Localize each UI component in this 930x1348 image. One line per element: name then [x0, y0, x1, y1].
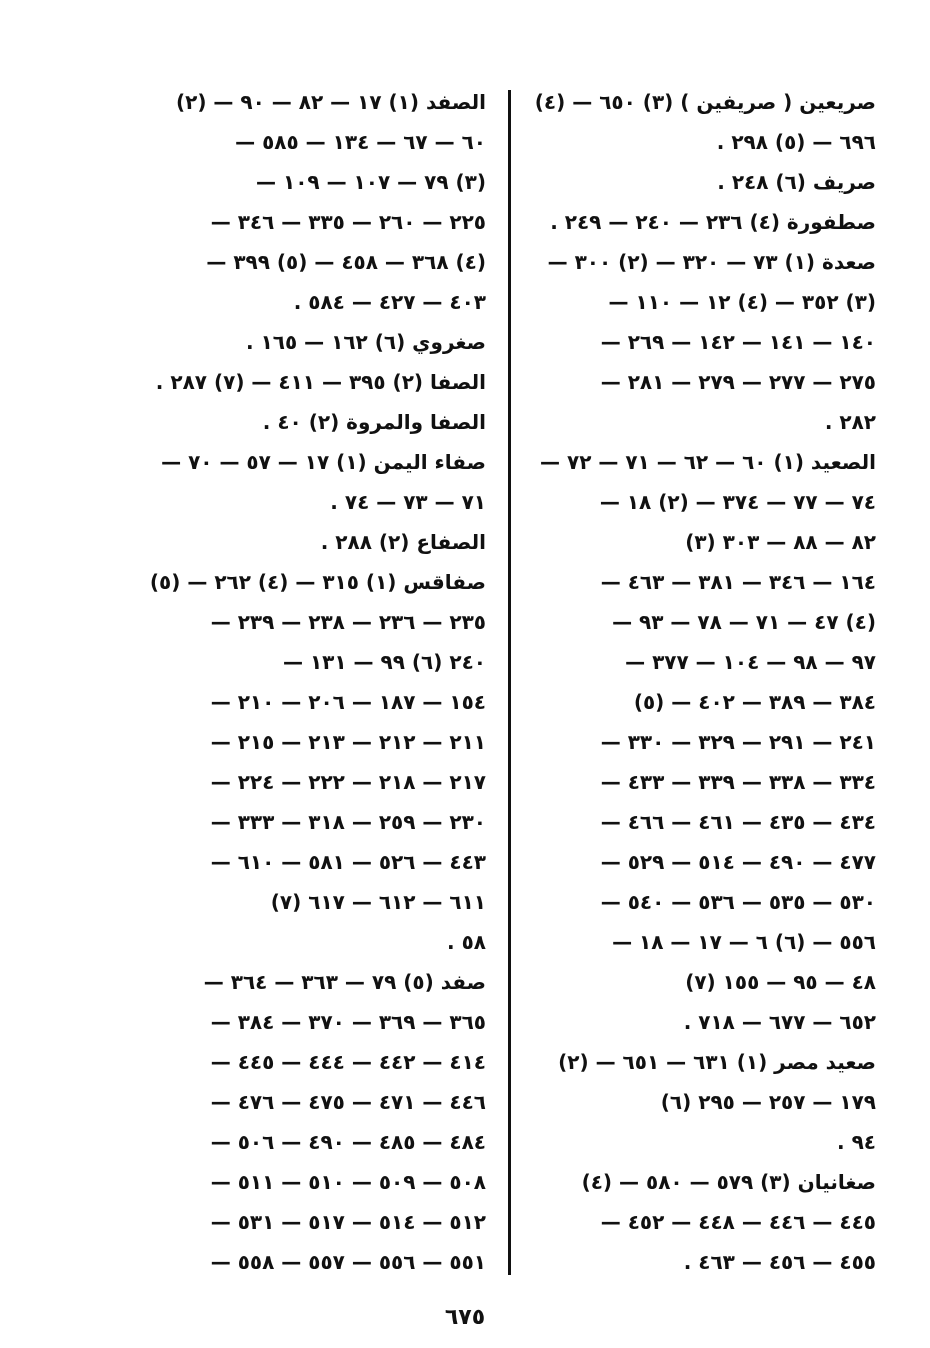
index-line: ٤٤٥ — ٤٤٦ — ٤٤٨ — ٤٥٢ —: [600, 1210, 876, 1234]
index-line: ٥٣٠ — ٥٣٥ — ٥٣٦ — ٥٤٠ —: [600, 890, 876, 914]
index-line: صعيد مصر (١) ٦٣١ — ٦٥١ — (٢): [558, 1050, 876, 1074]
index-line: ٧٤ — ٧٧ — ٣٧٤ — (٢) ١٨ —: [599, 490, 876, 514]
index-line: ٨٢ — ٨٨ — ٣٠٣ (٣): [685, 530, 876, 554]
index-line: ٤٨ — ٩٥ — ١٥٥ (٧): [685, 970, 876, 994]
left-column: [130, 82, 486, 1282]
index-line: ٤٧٧ — ٤٩٠ — ٥١٤ — ٥٢٩ —: [600, 850, 876, 874]
index-line: ٢٨٢ .: [824, 410, 876, 434]
index-line: الصفا والمروة (٢) ٤٠ .: [262, 410, 486, 434]
index-line: ٣٨٤ — ٣٨٩ — ٤٠٢ — (٥): [633, 690, 876, 714]
index-line: صريف (٦) ٢٤٨ .: [717, 170, 876, 194]
index-line: ٣٣٤ — ٣٣٨ — ٣٣٩ — ٤٣٣ —: [600, 770, 876, 794]
index-line: ٤٤٦ — ٤٧١ — ٤٧٥ — ٤٧٦ —: [210, 1090, 486, 1114]
index-line: ٦١١ — ٦١٢ — ٦١٧ (٧): [270, 890, 486, 914]
right-column: [524, 82, 876, 1282]
index-line: الصفاع (٢) ٢٨٨ .: [320, 530, 486, 554]
index-line: صطفورة (٤) ٢٣٦ — ٢٤٠ — ٢٤٩ .: [550, 210, 876, 234]
index-line: صريعين ( صريفين ) (٣) ٦٥٠ — (٤): [534, 90, 876, 114]
index-line: ٦٠ — ٦٧ — ١٣٤ — ٥٨٥ —: [235, 130, 486, 154]
index-line: ١٦٤ — ٣٤٦ — ٣٨١ — ٤٦٣ —: [600, 570, 876, 594]
index-line: ٦٩٦ — (٥) ٢٩٨ .: [716, 130, 876, 154]
index-line: (٣) ٣٥٢ — (٤) ١٢ — ١١٠ —: [608, 290, 876, 314]
index-line: ١٥٤ — ١٨٧ — ٢٠٦ — ٢١٠ —: [210, 690, 486, 714]
index-line: ٧١ — ٧٣ — ٧٤ .: [330, 490, 486, 514]
index-line: ٤٥٥ — ٤٥٦ — ٤٦٣ .: [683, 1250, 876, 1274]
page-number: ٦٧٥: [444, 1305, 486, 1330]
index-line: (٤) ٤٧ — ٧١ — ٧٨ — ٩٣ —: [612, 610, 876, 634]
index-line: ٢٧٥ — ٢٧٧ — ٢٧٩ — ٢٨١ —: [600, 370, 876, 394]
index-line: ٦٥٢ — ٦٧٧ — ٧١٨ .: [683, 1010, 876, 1034]
index-line: ٩٧ — ٩٨ — ١٠٤ — ٣٧٧ —: [625, 650, 876, 674]
index-line: ٢٤٠ (٦) ٩٩ — ١٣١ —: [282, 650, 486, 674]
index-line: ٥١٢ — ٥١٤ — ٥١٧ — ٥٣١ —: [210, 1210, 486, 1234]
index-line: ٣٦٥ — ٣٦٩ — ٣٧٠ — ٣٨٤ —: [210, 1010, 486, 1034]
index-line: (٣) ٧٩ — ١٠٧ — ١٠٩ —: [256, 170, 486, 194]
index-line: ٤٣٤ — ٤٣٥ — ٤٦١ — ٤٦٦ —: [600, 810, 876, 834]
column-divider: [508, 90, 511, 1275]
index-line: ٥٥١ — ٥٥٦ — ٥٥٧ — ٥٥٨ —: [210, 1250, 486, 1274]
index-line: ٤٨٤ — ٤٨٥ — ٤٩٠ — ٥٠٦ —: [210, 1130, 486, 1154]
index-line: ٢٤١ — ٢٩١ — ٣٢٩ — ٣٣٠ —: [600, 730, 876, 754]
index-line: ٥٠٨ — ٥٠٩ — ٥١٠ — ٥١١ —: [210, 1170, 486, 1194]
index-line: صغروي (٦) ١٦٢ — ١٦٥ .: [246, 330, 486, 354]
index-line: صفاء اليمن (١) ١٧ — ٥٧ — ٧٠ —: [161, 450, 486, 474]
index-line: ٤٤٣ — ٥٢٦ — ٥٨١ — ٦١٠ —: [210, 850, 486, 874]
index-line: صعدة (١) ٧٣ — ٣٢٠ — (٢) ٣٠٠ —: [547, 250, 876, 274]
index-line: ٢٣٥ — ٢٣٦ — ٢٣٨ — ٢٣٩ —: [210, 610, 486, 634]
index-line: ٤١٤ — ٤٤٢ — ٤٤٤ — ٤٤٥ —: [210, 1050, 486, 1074]
index-line: ٢٢٥ — ٢٦٠ — ٣٣٥ — ٣٤٦ —: [210, 210, 486, 234]
index-line: ٢١١ — ٢١٢ — ٢١٣ — ٢١٥ —: [210, 730, 486, 754]
index-line: صفاقس (١) ٣١٥ — (٤) ٢٦٢ — (٥): [149, 570, 486, 594]
index-line: ٢٣٠ — ٢٥٩ — ٣١٨ — ٣٣٣ —: [210, 810, 486, 834]
index-line: ٩٤ .: [837, 1130, 876, 1154]
index-line: الصعيد (١) ٦٠ — ٦٢ — ٧١ — ٧٢ —: [540, 450, 876, 474]
index-line: ١٧٩ — ٢٥٧ — ٢٩٥ (٦): [660, 1090, 876, 1114]
index-line: ٢١٧ — ٢١٨ — ٢٢٢ — ٢٢٤ —: [210, 770, 486, 794]
index-line: ٥٥٦ — (٦) ٦ — ١٧ — ١٨ —: [612, 930, 876, 954]
index-line: ١٤٠ — ١٤١ — ١٤٢ — ٢٦٩ —: [600, 330, 876, 354]
index-line: ٥٨ .: [447, 930, 486, 954]
index-line: صغانيان (٣) ٥٧٩ — ٥٨٠ — (٤): [581, 1170, 876, 1194]
index-line: ٤٠٣ — ٤٢٧ — ٥٨٤ .: [293, 290, 486, 314]
index-line: الصفد (١) ١٧ — ٨٢ — ٩٠ — (٢): [175, 90, 486, 114]
index-line: صفد (٥) ٧٩ — ٣٦٣ — ٣٦٤ —: [203, 970, 486, 994]
index-line: (٤) ٣٦٨ — ٤٥٨ — (٥) ٣٩٩ —: [206, 250, 486, 274]
index-line: الصفا (٢) ٣٩٥ — ٤١١ — (٧) ٢٨٧ .: [155, 370, 486, 394]
